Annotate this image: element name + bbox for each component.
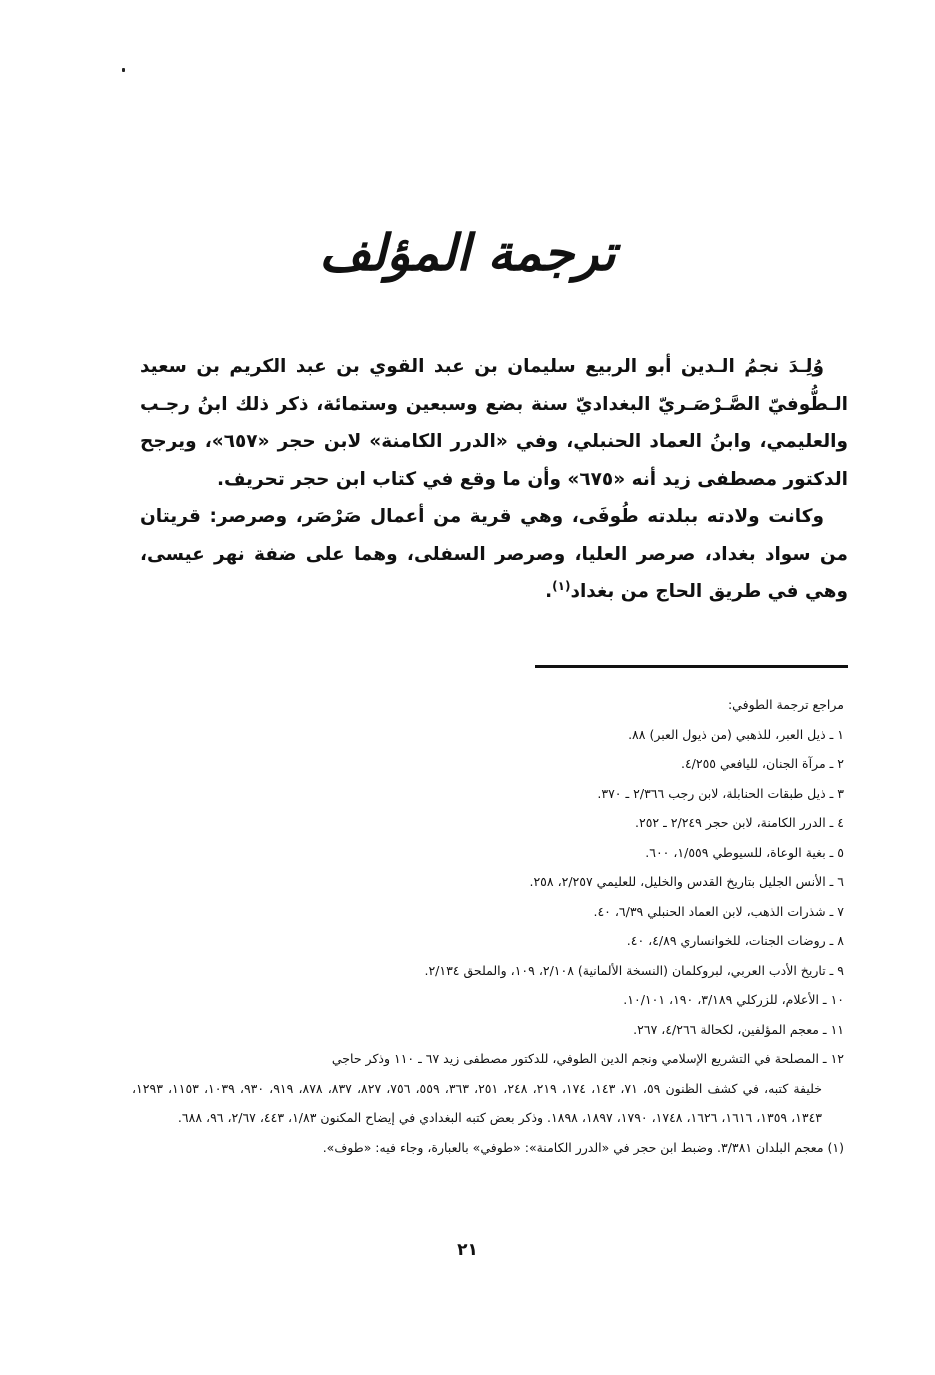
source-item: ٨ ـ روضات الجنات، للخوانساري ٤/٨٩، ٤٠. [626,933,844,948]
paragraph-1: وُلِـدَ نجمُ الـدين أبو الربيع سليمان بن عبد القوي بن عبد الكريم بن سعيد الـطُّوفيّ الصَّـرْصَـريّ البغداديّ سنة بضع وسبعين وستمائة، ذكر ذلك ابنُ رجـب والعليمي، وابنُ العماد الحنبلي، وفي «الدرر الكامنة» لابن حجر «٦٥٧»، ويرجح الدكتور مصطفى زيد أنه «٦٧٥» وأن ما وقع في كتاب ابن حجر تحريف. [140,356,848,490]
chapter-title: ترجمة المؤلف [319,223,616,282]
paragraph-2 [140,498,848,611]
footnotes-block [132,690,844,1162]
source-item: ٣ ـ ذيل طبقات الحنابلة، لابن رجب ٢/٣٦٦ ـ ٣٧٠. [597,785,844,801]
source-item: ٢ ـ مرآة الجنان، لليافعي ٤/٢٥٥. [680,756,844,771]
source-item: ٤ ـ الدرر الكامنة، لابن حجر ٢/٢٤٩ ـ ٢٥٢. [635,815,844,830]
source-item: ١١ ـ معجم المؤلفين، لكحالة ٤/٢٦٦، ٢٦٧. [633,1021,844,1037]
source-item-12-continuation: خليفة كتبه، في كشف الظنون ٥٩، ٧١، ١٤٣، ١٧٤، ٢١٩، ٢٤٨، ٢٥١، ٣٦٣، ٥٥٩، ٧٥٦، ٨٢٧، ٨٣٧، ٨٧٨، ٩١٩، ٩٣٠، ١٠٣٩، ١١٥٣، ١٢٩٣، ١٣٤٣، ١٣٥٩، ١٦١٦، ١٦٢٦، ١٧٤٨، ١٧٩٠، ١٨٩٧، ١٨٩٨. وذكر بعض كتبه البغدادي في إيضاح المكنون ١/٨٣، ٤٤٣، ٢/٦٧، ٩٦، ٦٨٨. [132,1080,822,1125]
source-item-12-first: ١٢ ـ المصلحة في التشريع الإسلامي ونجم الدين الطوفي، للدكتور مصطفى زيد ٦٧ ـ ١١٠ وذكر حاجي [331,1051,844,1066]
source-item: ٥ ـ بغية الوعاة، للسيوطي ١/٥٥٩، ٦٠٠. [645,844,844,860]
footnote-1: (١) معجم البلدان ٣/٣٨١. وضبط ابن حجر في «الدرر الكامنة»: «طوفي» بالعبارة، وجاء فيه: «طوف». [322,1139,844,1155]
source-item: ١٠ ـ الأعلام، للزركلي ٣/١٨٩، ١٩٠، ١٠/١٠١. [623,992,844,1007]
main-text [140,348,848,611]
scan-speck [122,68,125,72]
source-item: ٦ ـ الأنس الجليل بتاريخ القدس والخليل، للعليمي ٢/٢٥٧، ٢٥٨. [529,874,844,889]
paragraph-2-text: وكانت ولادته ببلدته طُوفَى، وهي قرية من أعمال صَرْصَر، وصرصر: قريتان من سواد بغداد، صرصر العليا، وصرصر السفلى، وهما على ضفة نهر عيسى، وهي في طريق الحاج من بغداد [140,506,848,602]
source-item: ١ ـ ذيل العبر، للذهبي (من ذيول العبر) ٨٨. [628,726,844,742]
footnote-separator [535,665,848,668]
page-number: ٢١ [457,1240,478,1260]
paragraph-2-end: . [545,581,553,602]
source-item: ٩ ـ تاريخ الأدب العربي، لبروكلمان (النسخة الألمانية) ٢/١٠٨، ١٠٩، والملحق ٢/١٣٤. [424,962,844,978]
footnote-ref-1[interactable]: (١) [552,578,571,593]
source-item: ٧ ـ شذرات الذهب، لابن العماد الحنبلي ٦/٣٩، ٤٠. [593,903,844,919]
sources-heading: مراجع ترجمة الطوفي: [727,697,844,712]
source-item-12 [132,1044,844,1133]
